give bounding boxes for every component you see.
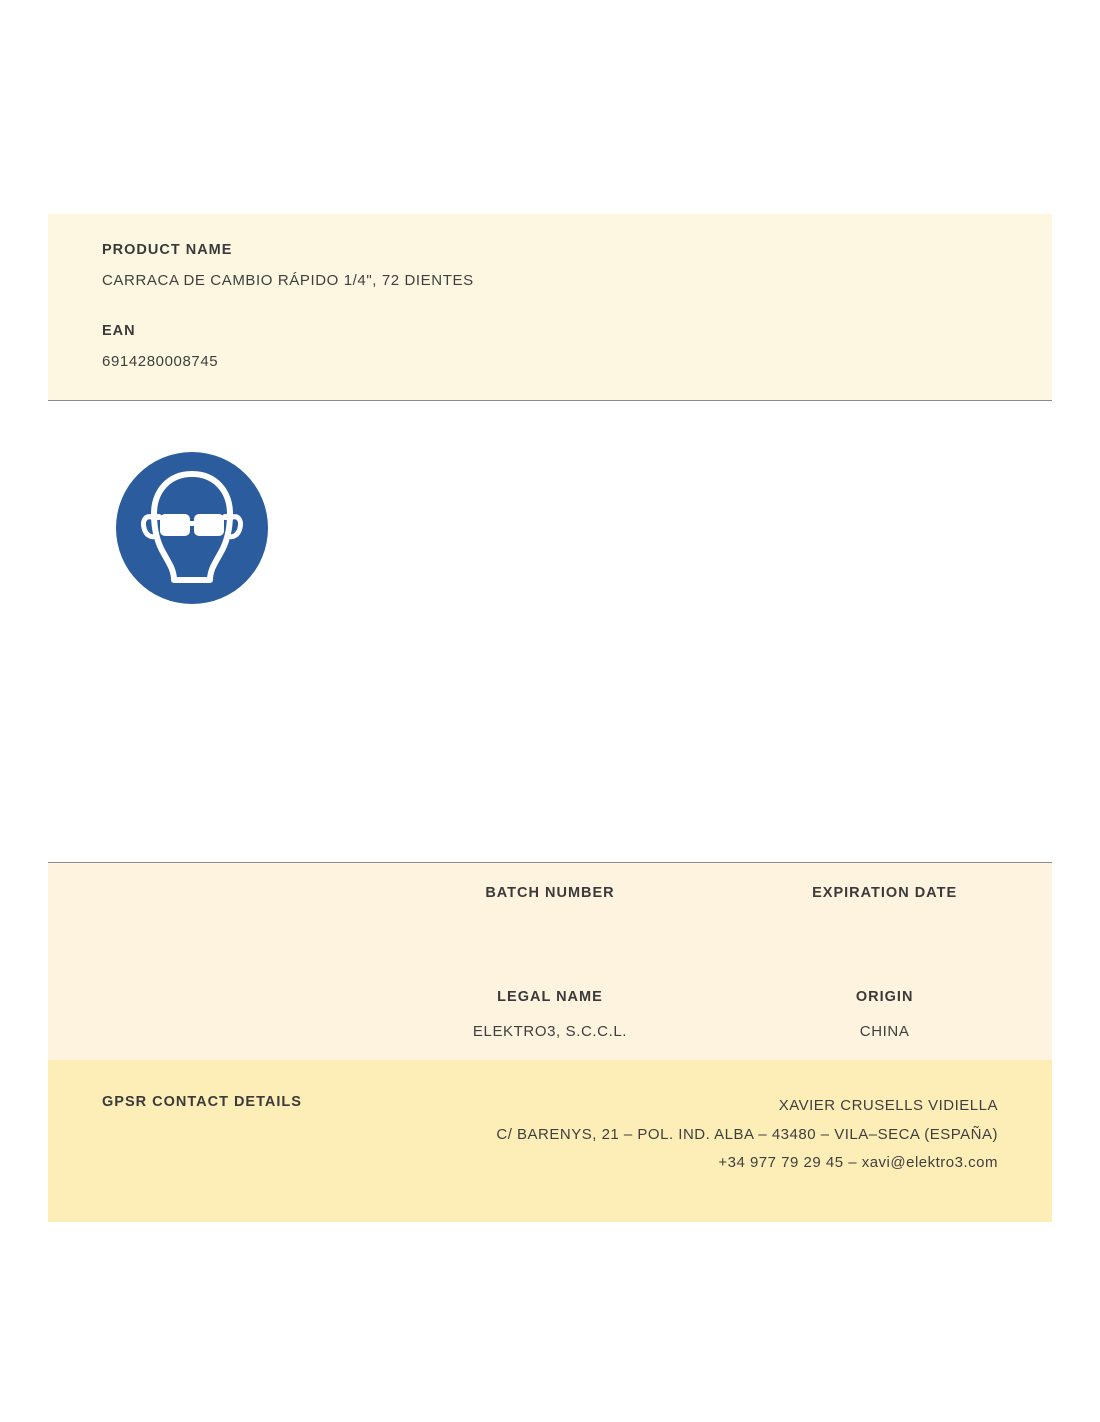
info-cell-batch-number <box>383 885 718 937</box>
info-cell-origin <box>717 989 1052 1041</box>
gpsr-contact-phone-email: +34 977 79 29 45 – xavi@elektro3.com <box>718 1154 998 1171</box>
product-name-value: CARRACA DE CAMBIO RÁPIDO 1/4", 72 DIENTES <box>102 272 474 289</box>
gpsr-contact-block <box>48 1060 1052 1222</box>
expiration-date-label: EXPIRATION DATE <box>812 885 958 901</box>
table-row <box>48 885 1052 937</box>
expiration-date-value <box>727 919 1042 937</box>
info-cell-empty-1 <box>48 885 383 937</box>
origin-label: ORIGIN <box>855 989 914 1005</box>
batch-number-label: BATCH NUMBER <box>485 885 615 901</box>
product-info-block <box>48 214 1052 401</box>
info-table-block <box>48 862 1052 1070</box>
table-row-spacer <box>48 937 1052 989</box>
info-cell-expiration-date <box>717 885 1052 937</box>
info-cell-legal-name <box>383 989 718 1041</box>
gpsr-contact-person: XAVIER CRUSELLS VIDIELLA <box>778 1097 998 1114</box>
info-header <box>58 885 373 903</box>
table-row <box>48 989 1052 1041</box>
ean-value: 6914280008745 <box>102 353 219 370</box>
origin-value: CHINA <box>859 1023 910 1040</box>
info-value <box>58 919 373 937</box>
legal-name-value: ELEKTRO3, S.C.C.L. <box>472 1023 628 1040</box>
gpsr-contact-details <box>496 1092 998 1178</box>
wear-eye-protection-icon <box>116 452 268 604</box>
legal-name-label: LEGAL NAME <box>497 989 603 1005</box>
info-value <box>58 1023 373 1041</box>
info-cell-empty-2 <box>48 989 383 1041</box>
batch-number-value <box>393 919 708 937</box>
product-name-label: PRODUCT NAME <box>102 242 233 258</box>
field-spacer <box>102 289 998 323</box>
ean-label: EAN <box>102 323 136 339</box>
info-header <box>58 989 373 1007</box>
pictogram-area <box>48 430 1052 850</box>
gpsr-contact-address: C/ BARENYS, 21 – POL. IND. ALBA – 43480 – VILA–SECA (ESPAÑA) <box>496 1125 998 1143</box>
gpsr-contact-label: GPSR CONTACT DETAILS <box>102 1094 302 1110</box>
